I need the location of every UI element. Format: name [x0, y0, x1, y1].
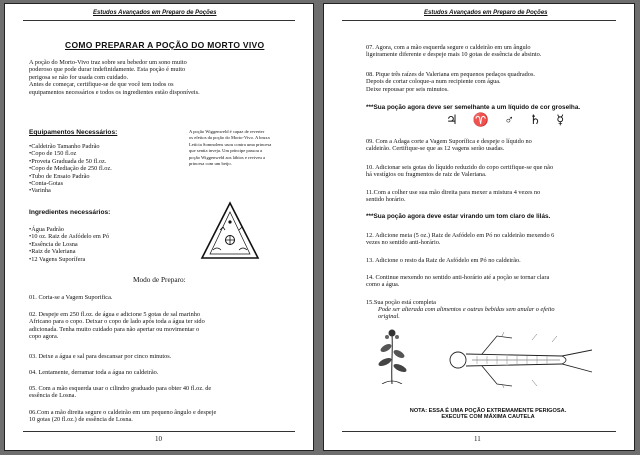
page-number: 11: [474, 435, 481, 443]
list-item: •Conta-Gotas: [29, 180, 64, 188]
side-note: A poção Wiggenweld é capaz de reverter os efeitos da poção do Morto-Vivo. A bruxa Letícia Somnolens usou contra uma princesa que sentia inveja. Um príncipe passou a poção Wiggenweld aos lábios e reviveu a princesa com um beijo.: [189, 129, 272, 167]
running-header: Estudos Avançados em Preparo de Poções: [93, 10, 217, 16]
left-page: [4, 3, 314, 451]
step-12: 12. Adicione meia (5 oz.) Raiz de Asfódelo em Pó no caldeirão mexendo 6 vezes no sentido anti-horário.: [366, 232, 555, 247]
list-item: •Raiz de Valeriana: [29, 248, 76, 256]
header-rule: [23, 20, 295, 21]
final-warning: Pode ser alterada com alimentos e outras bebidas sem anular o efeito original.: [378, 306, 555, 321]
step-08: 08. Pique três raízes de Valeriana em pequenos pedaços quadrados. Depois de cortar coloque-a num recipiente com água. Deixe repousar por seis minutos.: [366, 71, 535, 93]
step-09: 09. Com a Adaga corte a Vagem Suporífica e despeje o líquido no caldeirão. Certifique-se que as 12 vagens serão usadas.: [366, 138, 532, 153]
footer-rule: [23, 431, 295, 432]
header-rule: [342, 20, 616, 21]
equipment-list: [29, 143, 112, 195]
equipment-heading: Equipamentos Necessários:: [29, 129, 118, 136]
step-02: 02. Despeje em 250 fl.oz. de água e adicione 5 gotas de sal marinho Africano para o copo. Deixar o copo de lado após toda a água ter sido adicionada. Tenha muito cuidado para não apertar ou movimentar o copo agora.: [29, 311, 205, 341]
list-item: •Proveta Graduada de 50 fl.oz.: [29, 157, 107, 165]
step-07: 07. Agora, com a mão esquerda segure o caldeirão em um ângulo ligeiramente diferente e despeje mais 10 gotas de essência de absinto.: [366, 44, 542, 59]
step-11: 11.Com a colher use sua mão direita para mexer a mistura 4 vezes no sentido horário.: [366, 189, 541, 204]
ingredients-heading: Ingredientes necessários:: [29, 209, 111, 216]
list-item: •Varinha: [29, 187, 51, 195]
right-page: [323, 3, 635, 451]
plant-illustration: [372, 326, 412, 384]
step-10: 10. Adicionar seis gotas do líquido reduzido do copo certifique-se que não há vestígios ou fragmentos de raiz de Valeriana.: [366, 164, 554, 179]
list-item: •Água Padrão: [29, 226, 64, 233]
page-title: COMO PREPARAR A POÇÃO DO MORTO VIVO: [65, 40, 265, 50]
intro-paragraph: A poção do Morto-Vivo traz sobre seu bebedor um sono muito poderoso que pode durar indefinidamente. Esta poção é muito perigosa se não for usada com cuidado. Antes de começar, certifique-se de que você tem todos os equipamentos necessários e todos os ingredientes estão disponíveis.: [29, 59, 200, 96]
list-item: •12 Vagens Suporífera: [29, 255, 86, 263]
ingredients-list: [29, 226, 109, 263]
step-05: 05. Com a mão esquerda usar o cilindro graduado para obter 40 fl.oz. de essência de Losna.: [29, 385, 212, 400]
list-item: •Copo de Mediação de 250 fl.oz.: [29, 165, 112, 173]
alchemy-symbols-icon: ♃ ♈ ♂ ♄ ☿: [446, 112, 571, 127]
list-item: •Tubo de Ensaio Padrão: [29, 172, 90, 180]
rune-triangle-icon: [199, 200, 261, 262]
step-13: 13. Adicione o resto da Raiz de Asfódelo em Pó no caldeirão.: [366, 257, 521, 264]
step-04: 04. Lentamente, derramar toda a água no caldeirão.: [29, 369, 159, 376]
step-06: 06.Com a mão direita segure o caldeirão em um pequeno ângulo e despeje 10 gotas (20 fl.oz.) de essência de Losna.: [29, 409, 217, 424]
step-01: 01. Corta-se a Vagem Suporifica.: [29, 294, 113, 301]
page-number: 10: [155, 435, 162, 443]
list-item: •Copo de 150 fl.oz: [29, 150, 77, 158]
list-item: •Caldeirão Tamanho Padrão: [29, 143, 100, 150]
list-item: •Essência de Losna: [29, 240, 78, 248]
step-14: 14. Continue mexendo no sentido anti-horário até a poção se tornar clara como a água.: [366, 274, 550, 289]
step-15: 15.Sua poção está completa: [366, 299, 436, 306]
method-heading: Modo de Preparo:: [133, 275, 186, 284]
note-lilas: ***Sua poção agora deve estar virando um tom claro de lilás.: [366, 213, 551, 220]
running-header: Estudos Avançados em Preparo de Poções: [424, 10, 548, 16]
danger-note: NOTA: ESSA É UMA POÇÃO EXTREMAMENTE PERIGOSA. EXECUTE COM MÁXIMA CAUTELA: [409, 408, 567, 420]
list-item: •10 oz. Raiz de Asfódelo em Pó: [29, 233, 110, 241]
step-03: 03. Deixe a água e sal para descansar por cinco minutos.: [29, 353, 172, 360]
anatomy-figure-illustration: [442, 330, 602, 392]
note-groselha: ***Sua poção agora deve ser semelhante a um líquido de cor groselha.: [366, 104, 581, 111]
footer-rule: [342, 431, 616, 432]
